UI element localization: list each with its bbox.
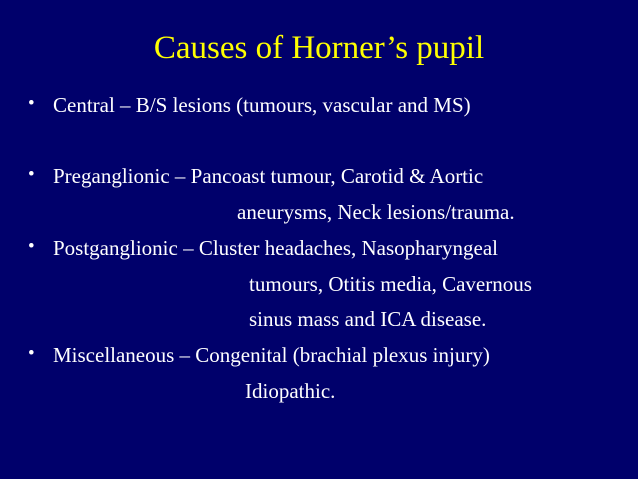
bullet-text-preganglionic: Preganglionic – Pancoast tumour, Carotid & Aortic (53, 164, 484, 188)
bullet-text-postganglionic-cont-1: tumours, Otitis media, Cavernous (249, 272, 532, 296)
bullet-text-preganglionic-cont: aneurysms, Neck lesions/trauma. (237, 200, 515, 224)
bullet-text-miscellaneous-cont: Idiopathic. (245, 379, 336, 403)
bullet-icon: • (28, 93, 35, 114)
bullet-text-miscellaneous: Miscellaneous – Congenital (brachial plexus injury) (53, 343, 490, 367)
bullet-icon: • (28, 164, 35, 185)
slide-title: Causes of Horner’s pupil (153, 30, 485, 66)
bullet-text-postganglionic-cont-2: sinus mass and ICA disease. (249, 307, 487, 331)
bullet-icon: • (28, 343, 35, 364)
bullet-icon: • (28, 236, 35, 257)
bullet-text-postganglionic: Postganglionic – Cluster headaches, Nasopharyngeal (53, 236, 498, 260)
bullet-text-central: Central – B/S lesions (tumours, vascular and MS) (53, 93, 471, 117)
